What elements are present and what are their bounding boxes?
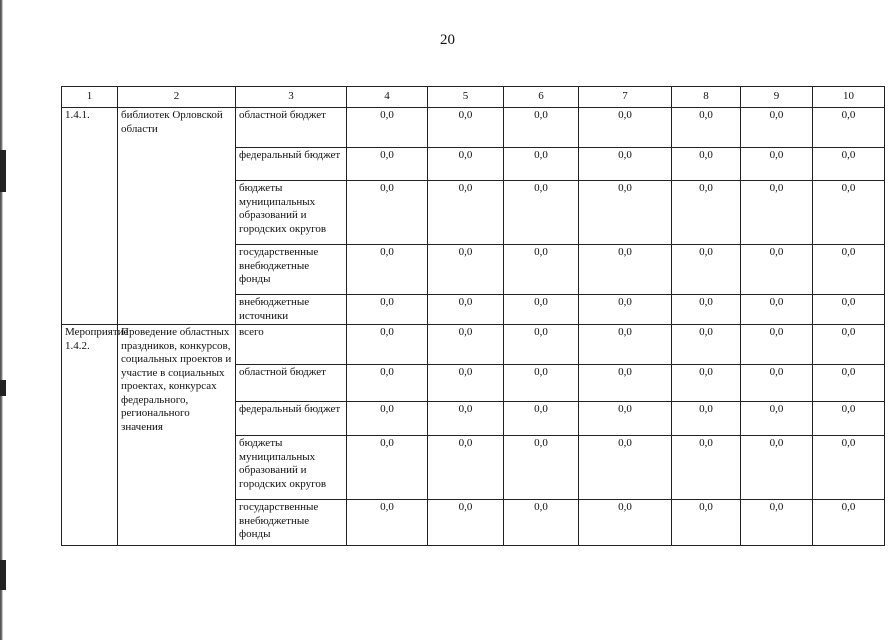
- value-cell: 0,0: [347, 148, 428, 181]
- value-cell: 0,0: [741, 245, 813, 295]
- column-header: 10: [813, 87, 885, 108]
- value-cell: 0,0: [813, 148, 885, 181]
- funding-source-cell: федеральный бюджет: [236, 148, 347, 181]
- value-cell: 0,0: [504, 245, 579, 295]
- value-cell: 0,0: [672, 402, 741, 436]
- value-cell: 0,0: [672, 148, 741, 181]
- value-cell: 0,0: [741, 325, 813, 365]
- value-cell: 0,0: [813, 181, 885, 245]
- value-cell: 0,0: [672, 108, 741, 148]
- value-cell: 0,0: [347, 436, 428, 500]
- value-cell: 0,0: [579, 500, 672, 546]
- value-cell: 0,0: [741, 295, 813, 325]
- value-cell: 0,0: [347, 245, 428, 295]
- funding-source-cell: государственные внебюджетные фонды: [236, 245, 347, 295]
- value-cell: 0,0: [579, 402, 672, 436]
- column-header: 5: [428, 87, 504, 108]
- column-header: 8: [672, 87, 741, 108]
- value-cell: 0,0: [504, 295, 579, 325]
- value-cell: 0,0: [504, 500, 579, 546]
- value-cell: 0,0: [741, 500, 813, 546]
- value-cell: 0,0: [741, 148, 813, 181]
- value-cell: 0,0: [741, 436, 813, 500]
- value-cell: 0,0: [672, 500, 741, 546]
- scan-edge-mark: [0, 380, 6, 396]
- scan-edge-mark: [0, 150, 6, 192]
- value-cell: 0,0: [813, 295, 885, 325]
- value-cell: 0,0: [672, 295, 741, 325]
- funding-source-cell: областной бюджет: [236, 365, 347, 402]
- measure-code-cell: 1.4.1.: [62, 108, 118, 325]
- value-cell: 0,0: [813, 436, 885, 500]
- column-header: 9: [741, 87, 813, 108]
- value-cell: 0,0: [504, 148, 579, 181]
- value-cell: 0,0: [428, 108, 504, 148]
- value-cell: 0,0: [741, 402, 813, 436]
- value-cell: 0,0: [813, 402, 885, 436]
- value-cell: 0,0: [428, 500, 504, 546]
- value-cell: 0,0: [428, 365, 504, 402]
- value-cell: 0,0: [672, 436, 741, 500]
- funding-source-cell: бюджеты муниципальных образований и городских округов: [236, 436, 347, 500]
- value-cell: 0,0: [504, 325, 579, 365]
- funding-source-cell: бюджеты муниципальных образований и городских округов: [236, 181, 347, 245]
- funding-source-cell: государственные внебюджетные фонды: [236, 500, 347, 546]
- value-cell: 0,0: [347, 402, 428, 436]
- value-cell: 0,0: [813, 365, 885, 402]
- header-row: [62, 87, 885, 108]
- value-cell: 0,0: [579, 436, 672, 500]
- value-cell: 0,0: [504, 402, 579, 436]
- value-cell: 0,0: [672, 325, 741, 365]
- value-cell: 0,0: [428, 148, 504, 181]
- value-cell: 0,0: [579, 148, 672, 181]
- value-cell: 0,0: [347, 181, 428, 245]
- value-cell: 0,0: [428, 402, 504, 436]
- value-cell: 0,0: [813, 108, 885, 148]
- value-cell: 0,0: [579, 181, 672, 245]
- funding-source-cell: федеральный бюджет: [236, 402, 347, 436]
- value-cell: 0,0: [741, 181, 813, 245]
- column-header: 7: [579, 87, 672, 108]
- value-cell: 0,0: [672, 245, 741, 295]
- column-header: 4: [347, 87, 428, 108]
- value-cell: 0,0: [579, 365, 672, 402]
- value-cell: 0,0: [347, 108, 428, 148]
- value-cell: 0,0: [504, 436, 579, 500]
- table-row: [62, 108, 885, 148]
- value-cell: 0,0: [428, 295, 504, 325]
- value-cell: 0,0: [579, 295, 672, 325]
- table-body: [62, 108, 885, 546]
- scan-edge-mark: [0, 560, 6, 590]
- measure-name-cell: библиотек Орловской области: [118, 108, 236, 325]
- measure-name-cell: Проведение областных праздников, конкурсов, социальных проектов и участие в социальных проектах, конкурсах федерального, регионального значения: [118, 325, 236, 546]
- column-header: 2: [118, 87, 236, 108]
- column-header: 1: [62, 87, 118, 108]
- value-cell: 0,0: [813, 325, 885, 365]
- value-cell: 0,0: [741, 108, 813, 148]
- value-cell: 0,0: [813, 245, 885, 295]
- value-cell: 0,0: [579, 245, 672, 295]
- value-cell: 0,0: [741, 365, 813, 402]
- column-header: 6: [504, 87, 579, 108]
- value-cell: 0,0: [428, 436, 504, 500]
- value-cell: 0,0: [579, 325, 672, 365]
- funding-source-cell: всего: [236, 325, 347, 365]
- page-number: 20: [440, 32, 455, 48]
- value-cell: 0,0: [672, 365, 741, 402]
- value-cell: 0,0: [428, 245, 504, 295]
- funding-source-cell: внебюджетные источники: [236, 295, 347, 325]
- value-cell: 0,0: [504, 108, 579, 148]
- scan-edge: [0, 0, 3, 640]
- value-cell: 0,0: [672, 181, 741, 245]
- column-header: 3: [236, 87, 347, 108]
- table-row: [62, 325, 885, 365]
- value-cell: 0,0: [428, 325, 504, 365]
- value-cell: 0,0: [347, 295, 428, 325]
- value-cell: 0,0: [579, 108, 672, 148]
- value-cell: 0,0: [504, 365, 579, 402]
- value-cell: 0,0: [347, 365, 428, 402]
- value-cell: 0,0: [428, 181, 504, 245]
- budget-table: [61, 86, 885, 546]
- measure-code-cell: Мероприятие 1.4.2.: [62, 325, 118, 546]
- value-cell: 0,0: [813, 500, 885, 546]
- value-cell: 0,0: [347, 500, 428, 546]
- value-cell: 0,0: [347, 325, 428, 365]
- funding-source-cell: областной бюджет: [236, 108, 347, 148]
- value-cell: 0,0: [504, 181, 579, 245]
